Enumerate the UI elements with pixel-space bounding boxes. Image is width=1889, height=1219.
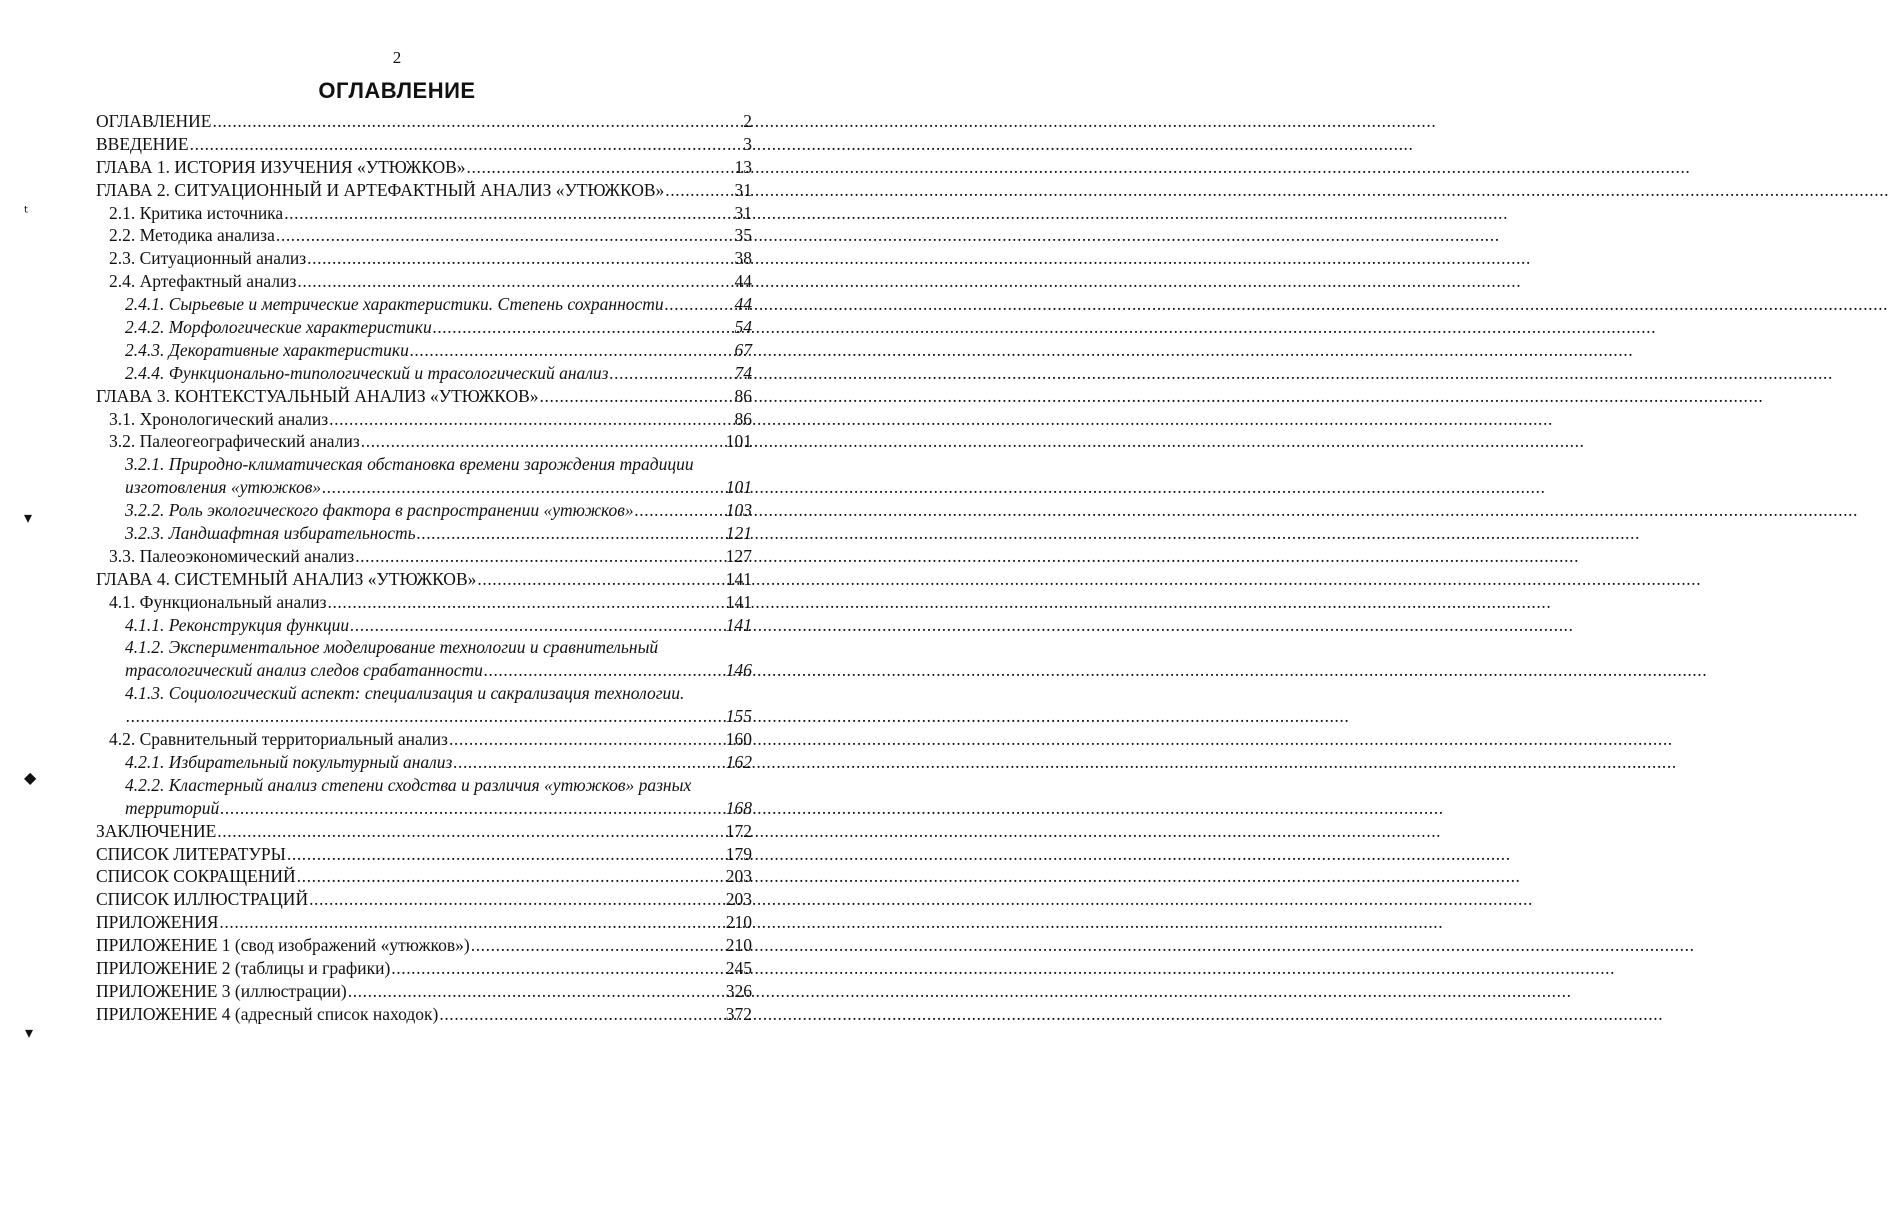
- toc-page-number: 203: [725, 889, 752, 910]
- toc-entry-text: 2.1. Критика источника: [109, 202, 284, 223]
- toc-entry-text: 3.2.2. Роль экологического фактора в распространении «утюжков»: [125, 500, 634, 521]
- toc-entry[interactable]: [96, 934, 752, 957]
- toc-entry[interactable]: [96, 499, 752, 522]
- toc-entry[interactable]: [96, 705, 752, 728]
- dot-leader: [665, 293, 734, 316]
- toc-page-number: 146: [725, 660, 752, 681]
- toc-entry-continuation: трасологический анализ следов срабатанности: [125, 660, 483, 681]
- toc-entry[interactable]: [96, 957, 752, 980]
- toc-entry-text: 2.4.4. Функционально-типологический и трасологический анализ: [125, 362, 609, 383]
- toc-entry[interactable]: [96, 362, 752, 385]
- table-of-contents: [96, 110, 752, 1026]
- toc-page-number: 168: [725, 797, 752, 818]
- dot-leader: [350, 614, 725, 637]
- toc-entry-text: 2.4. Артефактный анализ: [109, 271, 297, 292]
- toc-entry[interactable]: [96, 797, 752, 820]
- dot-leader: [297, 270, 733, 293]
- toc-page-number: 103: [725, 500, 752, 521]
- toc-entry-text: ПРИЛОЖЕНИЯ: [96, 912, 219, 933]
- dot-leader: [635, 499, 725, 522]
- dot-leader: [391, 957, 724, 980]
- toc-page-number: 67: [734, 339, 752, 360]
- toc-entry[interactable]: [96, 522, 752, 545]
- dot-leader: [471, 934, 725, 957]
- toc-entry-text: ОГЛАВЛЕНИЕ: [96, 111, 212, 131]
- toc-page-number: 101: [725, 477, 752, 498]
- toc-page-number: 203: [725, 866, 752, 887]
- dot-leader: [417, 522, 725, 545]
- toc-entry-text: 3.2. Палеогеографический анализ: [109, 431, 360, 452]
- toc-entry-text: ГЛАВА 4. СИСТЕМНЫЙ АНАЛИЗ «УТЮЖКОВ»: [96, 568, 477, 589]
- toc-entry[interactable]: [96, 430, 752, 453]
- toc-entry-text: 4.1.3. Социологический аспект: специализация и сакрализация технологии.: [125, 683, 685, 704]
- dot-leader: [467, 156, 734, 179]
- toc-entry[interactable]: [96, 980, 752, 1003]
- toc-entry-text: ПРИЛОЖЕНИЕ 1 (свод изображений «утюжков»): [96, 935, 470, 956]
- dot-leader: [484, 659, 725, 682]
- toc-entry-text: ГЛАВА 1. ИСТОРИЯ ИЗУЧЕНИЯ «УТЮЖКОВ»: [96, 156, 466, 177]
- toc-entry-text: 4.2. Сравнительный территориальный анализ: [109, 729, 448, 750]
- dot-leader: [610, 362, 734, 385]
- toc-entry-text: 4.2.2. Кластерный анализ степени сходства и различия «утюжков» разных: [125, 774, 692, 795]
- dot-leader: [219, 911, 724, 934]
- margin-mark-icon: ◆: [24, 768, 37, 787]
- toc-entry[interactable]: [96, 751, 752, 774]
- page-title: ОГЛАВЛЕНИЕ: [318, 78, 476, 103]
- dot-leader: [355, 545, 725, 568]
- dot-leader: [217, 820, 724, 843]
- dot-leader: [327, 591, 724, 614]
- toc-page-number: 160: [725, 729, 752, 750]
- toc-page-number: 2: [743, 111, 752, 131]
- toc-page-number: 31: [734, 202, 752, 223]
- toc-page-number: 210: [725, 935, 752, 956]
- dot-leader: [329, 408, 733, 431]
- dot-leader: [309, 888, 725, 911]
- toc-entry-text: 2.3. Ситуационный анализ: [109, 248, 307, 269]
- dot-leader: [453, 751, 724, 774]
- toc-entry-text: 2.4.3. Декоративные характеристики: [125, 339, 409, 360]
- toc-page-number: 172: [725, 820, 752, 841]
- margin-mark-icon: ▾: [25, 1023, 34, 1042]
- toc-entry[interactable]: [96, 408, 752, 431]
- toc-entry-text: 4.1.1. Реконструкция функции: [125, 614, 350, 635]
- dot-leader: [276, 224, 734, 247]
- toc-page-number: 31: [734, 179, 752, 200]
- toc-entry-continuation: изготовления «утюжков»: [125, 477, 322, 498]
- toc-entry[interactable]: [96, 156, 752, 179]
- toc-entry-text: 3.3. Палеоэкономический анализ: [109, 545, 355, 566]
- dot-leader: [307, 247, 733, 270]
- toc-entry[interactable]: [96, 888, 752, 911]
- toc-page-number: 101: [725, 431, 752, 452]
- toc-entry[interactable]: [96, 659, 752, 682]
- dot-leader: [449, 728, 725, 751]
- toc-entry[interactable]: [96, 545, 752, 568]
- toc-entry-text: ПРИЛОЖЕНИЕ 3 (иллюстрации): [96, 980, 347, 1001]
- toc-page-number: 86: [734, 408, 752, 429]
- toc-page-number: 179: [725, 843, 752, 864]
- dot-leader: [284, 202, 733, 225]
- dot-leader: [297, 865, 725, 888]
- toc-entry-text: ГЛАВА 2. СИТУАЦИОННЫЙ И АРТЕФАКТНЫЙ АНАЛИЗ «УТЮЖКОВ»: [96, 179, 665, 200]
- toc-entry-text: СПИСОК СОКРАЩЕНИЙ: [96, 866, 296, 887]
- toc-page-number: 74: [734, 362, 752, 383]
- toc-page-number: 121: [725, 523, 752, 544]
- toc-entry-text: 3.1. Хронологический анализ: [109, 408, 329, 429]
- toc-entry[interactable]: [96, 385, 752, 408]
- dot-leader: [287, 843, 725, 866]
- toc-entry[interactable]: [96, 247, 752, 270]
- toc-entry[interactable]: [96, 133, 752, 156]
- dot-leader: [126, 705, 725, 728]
- margin-mark-icon: ᵗ: [24, 203, 29, 222]
- toc-entry-text: ГЛАВА 3. КОНТЕКСТУАЛЬНЫЙ АНАЛИЗ «УТЮЖКОВ»: [96, 385, 539, 406]
- toc-entry[interactable]: [96, 865, 752, 888]
- toc-entry-text: 2.4.1. Сырьевые и метрические характеристики. Степень сохранности: [125, 294, 664, 315]
- toc-page-number: 44: [734, 271, 752, 292]
- toc-entry[interactable]: [96, 1003, 752, 1026]
- toc-page-number: 162: [725, 751, 752, 772]
- dot-leader: [361, 430, 725, 453]
- dot-leader: [190, 133, 743, 156]
- toc-page-number: 3: [743, 133, 752, 154]
- toc-entry-text: 4.2.1. Избирательный покультурный анализ: [125, 751, 453, 772]
- toc-entry[interactable]: [96, 476, 752, 499]
- margin-mark-icon: ▾: [24, 508, 33, 527]
- dot-leader: [665, 179, 733, 202]
- toc-entry[interactable]: [96, 179, 752, 202]
- toc-entry[interactable]: [96, 316, 752, 339]
- toc-entry-text: ВВЕДЕНИЕ: [96, 133, 189, 154]
- toc-entry[interactable]: [96, 339, 752, 362]
- dot-leader: [348, 980, 725, 1003]
- toc-entry-text: 3.2.1. Природно-климатическая обстановка времени зарождения традиции: [125, 454, 694, 475]
- toc-entry[interactable]: [96, 224, 752, 247]
- toc-entry-text: ЗАКЛЮЧЕНИЕ: [96, 820, 217, 841]
- toc-entry[interactable]: [96, 728, 752, 751]
- toc-entry[interactable]: [96, 202, 752, 225]
- dot-leader: [477, 568, 724, 591]
- toc-entry[interactable]: [96, 293, 752, 316]
- toc-entry-text: 2.4.2. Морфологические характеристики: [125, 317, 432, 338]
- dot-leader: [433, 316, 734, 339]
- toc-entry-text: 4.1.2. Экспериментальное моделирование технологии и сравнительный: [125, 637, 659, 658]
- toc-entry-text: 2.2. Методика анализа: [109, 225, 275, 246]
- toc-page-number: 141: [725, 568, 752, 589]
- toc-entry[interactable]: [96, 591, 752, 614]
- toc-page-number: 127: [725, 545, 752, 566]
- dot-leader: [322, 476, 725, 499]
- toc-entry[interactable]: [96, 843, 752, 866]
- toc-page-number: 326: [725, 980, 752, 1001]
- toc-entry-text: 4.1. Функциональный анализ: [109, 591, 327, 612]
- toc-entry-text: ПРИЛОЖЕНИЕ 4 (адресный список находок): [96, 1003, 439, 1024]
- toc-entry-text: ПРИЛОЖЕНИЕ 2 (таблицы и графики): [96, 957, 391, 978]
- toc-entry[interactable]: [96, 820, 752, 843]
- toc-page-number: 155: [725, 706, 752, 727]
- toc-page-number: 38: [734, 248, 752, 269]
- toc-entry[interactable]: [96, 270, 752, 293]
- toc-entry-continuation: территорий: [125, 797, 220, 818]
- toc-page-number: 35: [734, 225, 752, 246]
- toc-entry[interactable]: [96, 568, 752, 591]
- toc-page-number: 372: [725, 1003, 752, 1024]
- toc-entry[interactable]: [96, 614, 752, 637]
- dot-leader: [220, 797, 724, 820]
- toc-entry[interactable]: [96, 110, 752, 133]
- toc-page-number: 44: [734, 294, 752, 315]
- toc-page-number: 86: [734, 385, 752, 406]
- toc-page-number: 245: [725, 957, 752, 978]
- toc-entry-text: СПИСОК ЛИТЕРАТУРЫ: [96, 843, 286, 864]
- toc-page-number: 54: [734, 317, 752, 338]
- toc-page-number: 210: [725, 912, 752, 933]
- toc-page-number: 13: [734, 156, 752, 177]
- toc-entry[interactable]: [96, 911, 752, 934]
- dot-leader: [212, 110, 742, 133]
- toc-entry-text: СПИСОК ИЛЛЮСТРАЦИЙ: [96, 889, 309, 910]
- toc-page-number: 141: [725, 614, 752, 635]
- dot-leader: [410, 339, 734, 362]
- dot-leader: [540, 385, 734, 408]
- toc-entry-text: 3.2.3. Ландшафтная избирательность: [125, 523, 416, 544]
- toc-page-number: 141: [725, 591, 752, 612]
- page-number: 2: [392, 48, 402, 67]
- dot-leader: [439, 1003, 724, 1026]
